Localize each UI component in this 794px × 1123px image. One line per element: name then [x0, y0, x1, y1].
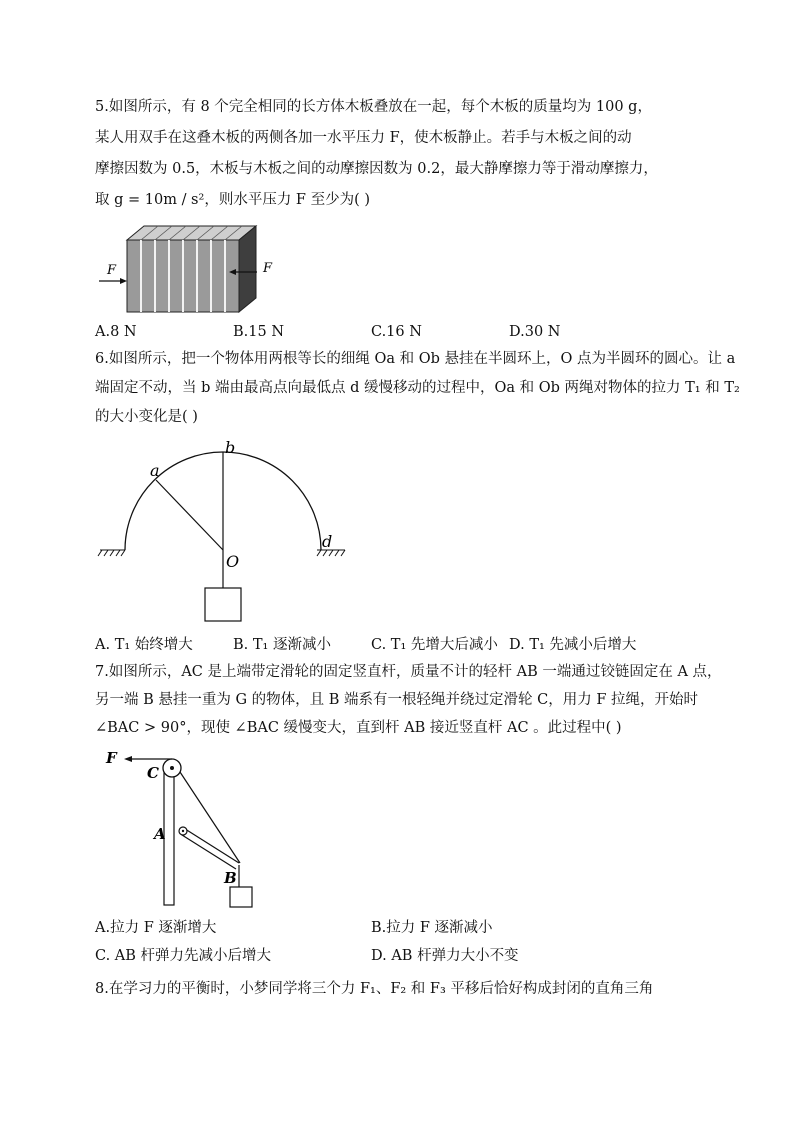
rope-c-to-b	[180, 772, 240, 863]
q6-option-d[interactable]: D. T₁ 先减小后增大	[509, 637, 637, 653]
q5-line-2: 某人用双手在这叠木板的两侧各加一水平压力 F，使木板静止。若手与木板之间的动	[95, 130, 632, 146]
rope-oa	[156, 480, 223, 550]
q7-figure-pulley	[100, 745, 260, 910]
q7-option-a[interactable]: A.拉力 F 逐渐增大	[95, 920, 217, 936]
q6-option-c[interactable]: C. T₁ 先增大后减小	[371, 637, 498, 653]
q5-option-d[interactable]: D.30 N	[509, 324, 561, 340]
hinge-a-dot	[182, 830, 184, 832]
boards-right-face	[239, 226, 256, 312]
q5-line-1: 5.如图所示，有 8 个完全相同的长方体木板叠放在一起，每个木板的质量均为 100 g，	[95, 99, 652, 115]
pulley-axle	[170, 766, 174, 770]
q6-line-1: 6.如图所示，把一个物体用两根等长的细绳 Oa 和 Ob 悬挂在半圆环上，O 点为半圆环的圆心。让 a	[95, 351, 736, 367]
q7-line-1: 7.如图所示，AC 是上端带定滑轮的固定竖直杆，质量不计的轻杆 AB 一端通过铰链固定在 A 点，	[95, 664, 722, 680]
f-arrowhead	[124, 756, 132, 762]
left-force-arrow	[99, 278, 127, 284]
q7-line-3: ∠BAC > 90°，现使 ∠BAC 缓慢变大，直到杆 AB 接近竖直杆 AC 。此过程中( )	[95, 720, 622, 736]
q7-option-b[interactable]: B.拉力 F 逐渐减小	[371, 920, 493, 936]
q8-line-1: 8.在学习力的平衡时，小梦同学将三个力 F₁、F₂ 和 F₃ 平移后恰好构成封闭的直角三角	[95, 981, 654, 997]
label-a: A	[154, 825, 166, 843]
label-f: F	[106, 749, 117, 767]
b-block	[230, 887, 252, 907]
q6-option-b[interactable]: B. T₁ 逐渐减小	[233, 637, 331, 653]
q7-option-c[interactable]: C. AB 杆弹力先减小后增大	[95, 948, 272, 964]
q5-line-3: 摩擦因数为 0.5，木板与木板之间的动摩擦因数为 0.2，最大静摩擦力等于滑动摩擦力，	[95, 161, 658, 177]
q5-option-c[interactable]: C.16 N	[371, 324, 422, 340]
q6-figure-semicircle	[95, 436, 355, 626]
q7-option-d[interactable]: D. AB 杆弹力大小不变	[371, 948, 519, 964]
label-b: b	[225, 438, 236, 457]
ground-left	[98, 550, 125, 556]
q6-line-2: 端固定不动，当 b 端由最高点向最低点 d 缓慢移动的过程中，Oa 和 Ob 两绳对物体的拉力 T₁ 和 T₂	[95, 380, 740, 396]
q5-figure-boards	[95, 222, 285, 317]
right-force-label: F	[263, 261, 273, 276]
label-b: B	[224, 869, 237, 887]
left-force-label: F	[107, 263, 117, 278]
q5-option-b[interactable]: B.15 N	[233, 324, 285, 340]
q7-line-2: 另一端 B 悬挂一重为 G 的物体，且 B 端系有一根轻绳并绕过定滑轮 C，用力 F 拉绳，开始时	[95, 692, 699, 708]
label-a: a	[150, 461, 160, 480]
q6-option-a[interactable]: A. T₁ 始终增大	[95, 637, 193, 653]
label-c: C	[147, 764, 159, 782]
q5-option-a[interactable]: A.8 N	[95, 324, 137, 340]
q5-line-4: 取 g = 10m / s²，则水平压力 F 至少为( )	[95, 192, 371, 208]
hanging-block	[205, 588, 241, 621]
q6-line-3: 的大小变化是( )	[95, 409, 198, 425]
label-o: O	[226, 552, 240, 571]
label-d: d	[322, 532, 333, 551]
